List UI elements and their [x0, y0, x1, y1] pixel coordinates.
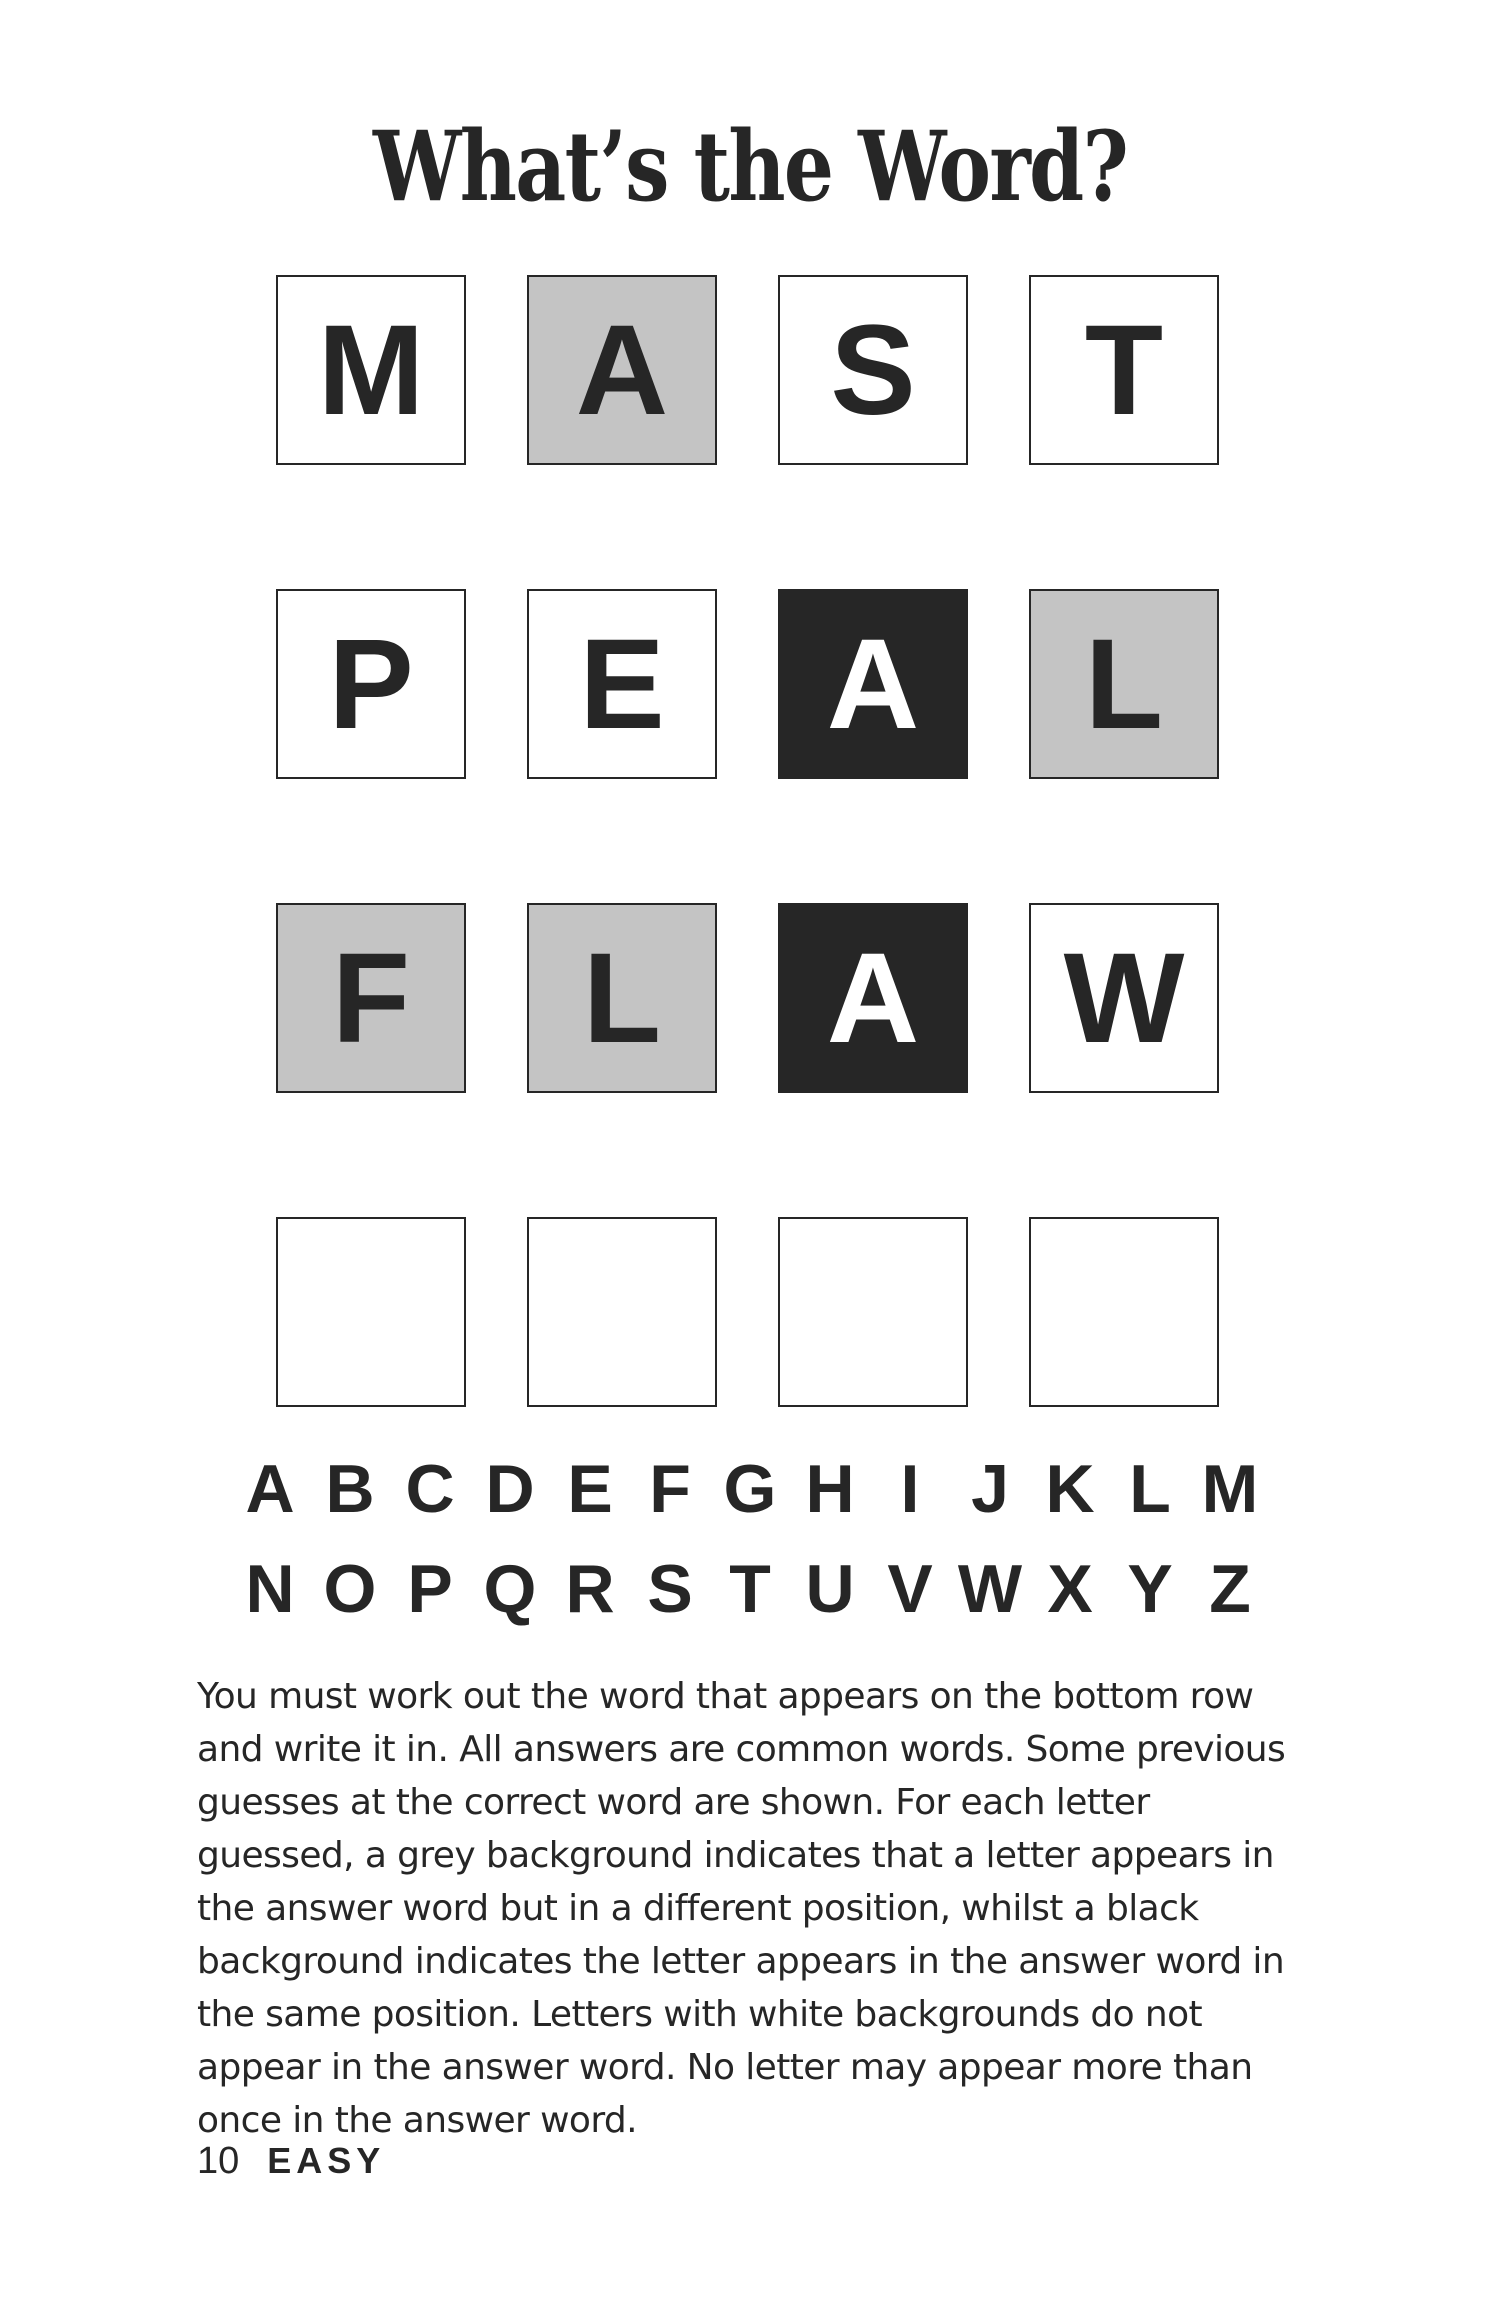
tile: S: [778, 275, 968, 465]
alphabet-letter[interactable]: V: [887, 1551, 933, 1627]
tile: M: [276, 275, 466, 465]
alphabet-letter[interactable]: B: [325, 1451, 375, 1527]
alphabet-letter[interactable]: A: [245, 1451, 295, 1527]
answer-box[interactable]: [276, 1217, 466, 1407]
tile: T: [1029, 275, 1219, 465]
alphabet-letter[interactable]: L: [1129, 1451, 1171, 1527]
alphabet-letter[interactable]: X: [1047, 1551, 1093, 1627]
guess-grid: [276, 275, 1224, 1531]
alphabet-letter[interactable]: P: [407, 1551, 453, 1627]
alphabet-letter[interactable]: Z: [1209, 1551, 1251, 1627]
answer-box[interactable]: [778, 1217, 968, 1407]
alphabet-letter[interactable]: R: [565, 1551, 615, 1627]
alphabet-letter[interactable]: T: [729, 1551, 771, 1627]
tile: F: [276, 903, 466, 1093]
guess-row-2: [276, 589, 1224, 779]
tile: W: [1029, 903, 1219, 1093]
tile: L: [1029, 589, 1219, 779]
alphabet-letter[interactable]: W: [957, 1551, 1023, 1627]
alphabet-letter[interactable]: F: [649, 1451, 691, 1527]
guess-row-3: [276, 903, 1224, 1093]
alphabet-letter[interactable]: N: [245, 1551, 295, 1627]
difficulty-label: EASY: [267, 2140, 386, 2181]
page-footer: [197, 2140, 385, 2183]
answer-box[interactable]: [1029, 1217, 1219, 1407]
alphabet-letter[interactable]: C: [405, 1451, 455, 1527]
alphabet-letter[interactable]: D: [485, 1451, 535, 1527]
answer-box[interactable]: [527, 1217, 717, 1407]
alphabet-letter[interactable]: G: [723, 1451, 777, 1527]
alphabet-row-2: [0, 1550, 1500, 1628]
alphabet-letter[interactable]: S: [647, 1551, 693, 1627]
alphabet-letter[interactable]: O: [323, 1551, 377, 1627]
tile: P: [276, 589, 466, 779]
tile: E: [527, 589, 717, 779]
tile: A: [778, 589, 968, 779]
page-title: What’s the Word?: [372, 110, 1128, 223]
alphabet-letter[interactable]: Y: [1127, 1551, 1173, 1627]
alphabet-row-1: [0, 1450, 1500, 1528]
alphabet-letter[interactable]: J: [971, 1451, 1009, 1527]
alphabet-letter[interactable]: Q: [483, 1551, 537, 1627]
tile: A: [778, 903, 968, 1093]
alphabet-letter[interactable]: I: [900, 1451, 920, 1527]
guess-row-1: [276, 275, 1224, 465]
alphabet-letter[interactable]: E: [567, 1451, 613, 1527]
alphabet-letter[interactable]: M: [1201, 1451, 1259, 1527]
instructions-text: You must work out the word that appears on the bottom row and write it in. All answers are common words. Some previous guesses at the correct word are shown. For each letter guessed, a grey background indicates that a letter appears in the answer word but in a different position, whilst a black background indicates the letter appears in the answer word in the same position. Letters with white backgrounds do not appear in the answer word. No letter may appear more than once in the answer word.: [197, 1676, 1286, 2141]
answer-row: [276, 1217, 1224, 1407]
alphabet-letter[interactable]: U: [805, 1551, 855, 1627]
alphabet-letter[interactable]: H: [805, 1451, 855, 1527]
tile: L: [527, 903, 717, 1093]
page-number: 10: [197, 2140, 240, 2182]
tile: A: [527, 275, 717, 465]
alphabet-letter[interactable]: K: [1045, 1451, 1095, 1527]
